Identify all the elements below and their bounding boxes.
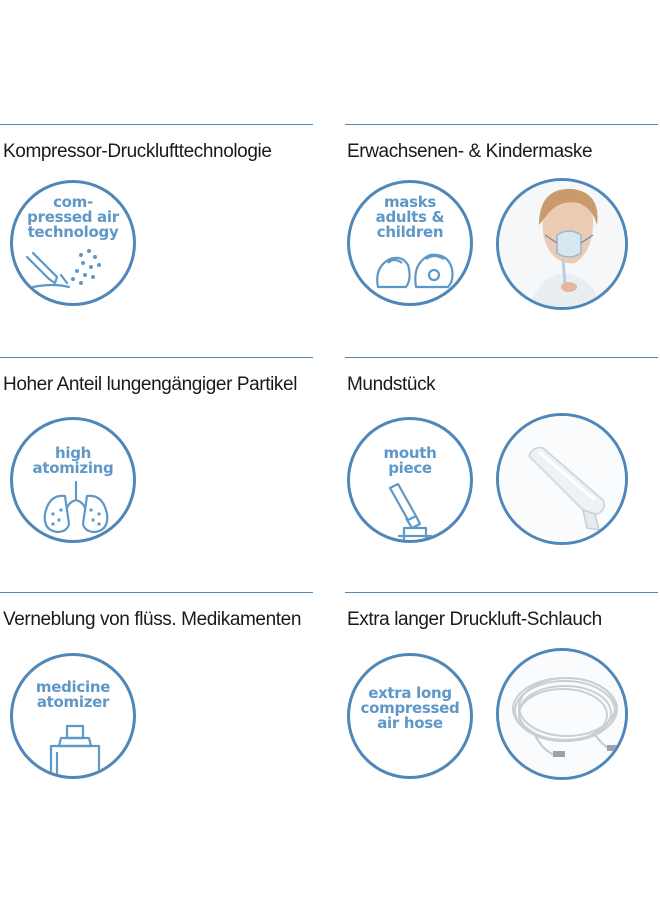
woman-wearing-mask-photo [496,178,628,310]
feature-title-mouthpiece: Mundstück [347,374,436,395]
badge-text-line: com- [53,193,93,211]
badge-text-line: medicine [35,678,111,696]
coiled-hose-photo [496,648,628,780]
badge-text-line: masks [383,193,437,211]
divider-line [345,124,658,125]
feature-title-particles: Hoher Anteil lungengängiger Partikel [3,374,298,395]
badge-text-line: atomizer [36,693,110,711]
badge-text-line: high [54,444,92,462]
badge-text-line: extra long [368,684,452,702]
badge-text-line: adults & [375,208,445,226]
lungs-icon [13,420,136,543]
divider-line [345,357,658,358]
mouthpiece-badge [347,417,473,543]
high-atomizing-badge [10,417,136,543]
feature-title-hose: Extra langer Druckluft-Schlauch [347,609,602,630]
badge-text-line: children [376,223,444,241]
divider-line [0,357,313,358]
divider-line [0,124,313,125]
compressor-particles-icon [13,183,136,306]
mouthpiece-icon [350,420,473,543]
feature-title-masks: Erwachsenen- & Kindermaske [347,141,593,162]
divider-line [0,592,313,593]
mouthpiece-photo [496,413,628,545]
medicine-atomizer-badge [10,653,136,779]
badge-text-line: pressed air [27,208,119,226]
badge-text-line: mouth [383,444,437,462]
badge-text-line: piece [388,459,432,477]
atomizer-bottle-icon [13,656,136,779]
feature-title-medicine: Verneblung von flüss. Medikamenten [3,609,301,630]
badge-text-line: technology [27,223,119,241]
hose-badge [347,653,473,779]
masks-badge [347,180,473,306]
compressed-air-badge [10,180,136,306]
divider-line [345,592,658,593]
badge-text-line: atomizing [32,459,114,477]
feature-title-compressor: Kompressor-Drucklufttechnologie [3,141,272,162]
badge-text-line: compressed [360,699,460,717]
masks-icon [350,183,473,306]
badge-text-line: air hose [377,714,443,732]
